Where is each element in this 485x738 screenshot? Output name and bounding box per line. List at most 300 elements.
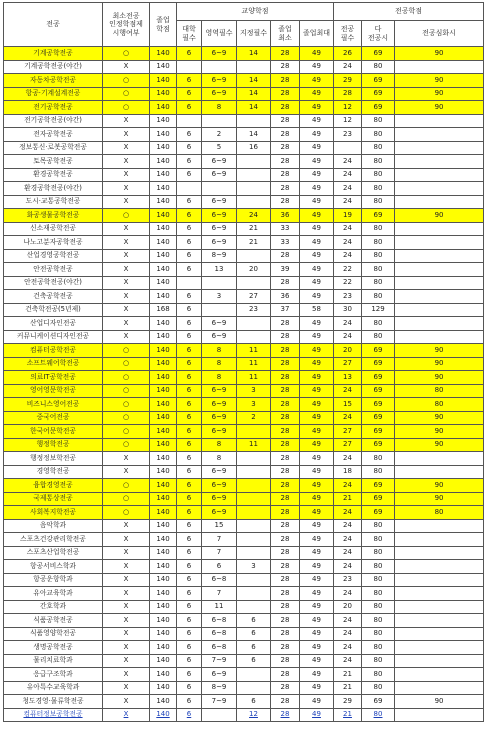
grad-min-cell: 28 xyxy=(271,330,300,344)
major-required-cell: 23 xyxy=(334,573,362,587)
univ-required-cell: 6 xyxy=(177,465,202,479)
grad-max-cell: 49 xyxy=(300,276,334,290)
major-required-cell: 27 xyxy=(334,438,362,452)
grad-min-cell[interactable]: 28 xyxy=(271,708,300,722)
major-name-cell: 식품영양학전공 xyxy=(4,627,103,641)
table-row xyxy=(4,371,484,385)
univ-required-cell: 6 xyxy=(177,614,202,628)
grad-credit-cell: 140 xyxy=(150,506,177,520)
designated-required-cell xyxy=(237,546,271,560)
major-name-cell: 항공·기계설계전공 xyxy=(4,87,103,101)
table-row xyxy=(4,627,484,641)
area-required-cell: 6~9 xyxy=(202,411,237,425)
grad-credit-cell: 140 xyxy=(150,263,177,277)
multi-major-cell: 69 xyxy=(362,384,395,398)
major-name-cell: 국제통상전공 xyxy=(4,492,103,506)
min-credit-cell: X xyxy=(103,681,150,695)
grad-max-cell: 49 xyxy=(300,438,334,452)
min-credit-cell: ○ xyxy=(103,398,150,412)
designated-required-cell xyxy=(237,330,271,344)
deep-major-cell xyxy=(395,587,484,601)
min-credit-cell: X xyxy=(103,600,150,614)
min-credit-cell: ○ xyxy=(103,492,150,506)
multi-major-cell: 129 xyxy=(362,303,395,317)
min-credit-cell: X xyxy=(103,303,150,317)
designated-required-cell: 14 xyxy=(237,74,271,88)
grad-max-cell: 49 xyxy=(300,371,334,385)
major-name-cell: 간호학과 xyxy=(4,600,103,614)
major-required-cell: 28 xyxy=(334,87,362,101)
deep-major-cell[interactable] xyxy=(395,708,484,722)
grad-min-cell: 28 xyxy=(271,74,300,88)
table-row xyxy=(4,155,484,169)
grad-max-cell: 49 xyxy=(300,398,334,412)
min-credit-cell: X xyxy=(103,317,150,331)
designated-required-cell: 14 xyxy=(237,87,271,101)
designated-required-cell xyxy=(237,195,271,209)
grad-credit-cell: 140 xyxy=(150,627,177,641)
multi-major-cell: 80 xyxy=(362,519,395,533)
univ-required-cell: 6 xyxy=(177,317,202,331)
header-grad-max: 졸업최대 xyxy=(300,21,334,47)
grad-credit-cell: 140 xyxy=(150,317,177,331)
min-credit-cell: X xyxy=(103,654,150,668)
major-required-cell[interactable]: 21 xyxy=(334,708,362,722)
major-required-cell: 23 xyxy=(334,128,362,142)
min-credit-cell: ○ xyxy=(103,506,150,520)
major-required-cell: 24 xyxy=(334,249,362,263)
deep-major-cell: 90 xyxy=(395,479,484,493)
major-required-cell: 24 xyxy=(334,384,362,398)
designated-required-cell xyxy=(237,573,271,587)
major-required-cell: 26 xyxy=(334,47,362,61)
designated-required-cell xyxy=(237,60,271,74)
table-row xyxy=(4,317,484,331)
grad-min-cell: 28 xyxy=(271,506,300,520)
grad-credit-cell: 140 xyxy=(150,681,177,695)
major-name-cell: 행정정보학전공 xyxy=(4,452,103,466)
univ-required-cell[interactable]: 6 xyxy=(177,708,202,722)
deep-major-cell xyxy=(395,533,484,547)
grad-credit-cell: 140 xyxy=(150,519,177,533)
area-required-cell: 8 xyxy=(202,438,237,452)
area-required-cell: 6~9 xyxy=(202,465,237,479)
designated-required-cell: 3 xyxy=(237,384,271,398)
area-required-cell[interactable] xyxy=(202,708,237,722)
grad-max-cell: 49 xyxy=(300,47,334,61)
area-required-cell: 6~9 xyxy=(202,317,237,331)
grad-min-cell: 28 xyxy=(271,546,300,560)
major-required-cell: 24 xyxy=(334,182,362,196)
grad-min-cell: 28 xyxy=(271,438,300,452)
credit-table xyxy=(3,2,484,722)
designated-required-cell xyxy=(237,276,271,290)
grad-min-cell: 28 xyxy=(271,600,300,614)
grad-min-cell: 28 xyxy=(271,182,300,196)
designated-required-cell: 11 xyxy=(237,357,271,371)
deep-major-cell xyxy=(395,654,484,668)
grad-max-cell: 49 xyxy=(300,236,334,250)
grad-credit-cell: 140 xyxy=(150,74,177,88)
designated-required-cell xyxy=(237,425,271,439)
grad-max-cell: 49 xyxy=(300,209,334,223)
header-deep-major: 전공심화시 xyxy=(395,21,484,47)
min-credit-cell: ○ xyxy=(103,438,150,452)
min-credit-cell: ○ xyxy=(103,479,150,493)
deep-major-cell xyxy=(395,290,484,304)
univ-required-cell: 6 xyxy=(177,560,202,574)
major-required-cell: 20 xyxy=(334,600,362,614)
designated-required-cell: 21 xyxy=(237,236,271,250)
min-credit-cell: X xyxy=(103,465,150,479)
deep-major-cell: 90 xyxy=(395,101,484,115)
univ-required-cell: 6 xyxy=(177,668,202,682)
major-name-cell: 도시·교통공학전공 xyxy=(4,195,103,209)
major-required-cell: 24 xyxy=(334,506,362,520)
multi-major-cell: 80 xyxy=(362,668,395,682)
table-row xyxy=(4,479,484,493)
deep-major-cell xyxy=(395,195,484,209)
designated-required-cell xyxy=(237,182,271,196)
major-name-cell: 스포츠건강관리학전공 xyxy=(4,533,103,547)
grad-min-cell: 36 xyxy=(271,209,300,223)
header-grad-min: 졸업 최소 xyxy=(271,21,300,47)
multi-major-cell: 80 xyxy=(362,182,395,196)
multi-major-cell: 69 xyxy=(362,438,395,452)
min-credit-cell: X xyxy=(103,587,150,601)
table-row xyxy=(4,533,484,547)
major-required-cell: 24 xyxy=(334,641,362,655)
grad-credit-cell: 140 xyxy=(150,182,177,196)
univ-required-cell: 6 xyxy=(177,141,202,155)
grad-min-cell: 28 xyxy=(271,101,300,115)
multi-major-cell: 80 xyxy=(362,290,395,304)
area-required-cell: 11 xyxy=(202,600,237,614)
table-row xyxy=(4,276,484,290)
univ-required-cell: 6 xyxy=(177,303,202,317)
grad-max-cell: 49 xyxy=(300,546,334,560)
major-required-cell: 24 xyxy=(334,236,362,250)
univ-required-cell: 6 xyxy=(177,168,202,182)
min-credit-cell: X xyxy=(103,276,150,290)
area-required-cell: 6~9 xyxy=(202,479,237,493)
designated-required-cell xyxy=(237,452,271,466)
credit-table-container xyxy=(3,2,483,722)
table-row xyxy=(4,168,484,182)
multi-major-cell: 69 xyxy=(362,479,395,493)
grad-max-cell: 49 xyxy=(300,506,334,520)
univ-required-cell: 6 xyxy=(177,600,202,614)
major-name-cell: 영어영문학전공 xyxy=(4,384,103,398)
table-row xyxy=(4,87,484,101)
grad-max-cell: 49 xyxy=(300,263,334,277)
min-credit-cell: X xyxy=(103,519,150,533)
grad-max-cell: 49 xyxy=(300,425,334,439)
major-required-cell: 24 xyxy=(334,195,362,209)
grad-credit-cell: 140 xyxy=(150,128,177,142)
major-name-cell: 토목공학전공 xyxy=(4,155,103,169)
designated-required-cell: 6 xyxy=(237,695,271,709)
major-name-cell[interactable]: 컴퓨터정보공학전공 xyxy=(4,708,103,722)
min-credit-cell: ○ xyxy=(103,411,150,425)
grad-max-cell: 49 xyxy=(300,668,334,682)
min-credit-cell: ○ xyxy=(103,47,150,61)
multi-major-cell: 69 xyxy=(362,101,395,115)
designated-required-cell[interactable]: 12 xyxy=(237,708,271,722)
header-univ-required: 대학 필수 xyxy=(177,21,202,47)
multi-major-cell: 69 xyxy=(362,344,395,358)
multi-major-cell: 69 xyxy=(362,47,395,61)
grad-credit-cell: 140 xyxy=(150,357,177,371)
table-row xyxy=(4,411,484,425)
grad-min-cell: 28 xyxy=(271,195,300,209)
major-name-cell: 안전공학전공 xyxy=(4,263,103,277)
deep-major-cell xyxy=(395,573,484,587)
designated-required-cell xyxy=(237,600,271,614)
major-name-cell: 나노고분자공학전공 xyxy=(4,236,103,250)
table-row xyxy=(4,344,484,358)
table-row xyxy=(4,182,484,196)
area-required-cell: 7 xyxy=(202,587,237,601)
multi-major-cell: 80 xyxy=(362,627,395,641)
grad-min-cell: 28 xyxy=(271,87,300,101)
univ-required-cell: 6 xyxy=(177,654,202,668)
header-multi-major: 다 전공시 xyxy=(362,21,395,47)
table-row xyxy=(4,560,484,574)
multi-major-cell: 69 xyxy=(362,506,395,520)
grad-min-cell: 28 xyxy=(271,681,300,695)
grad-max-cell: 49 xyxy=(300,533,334,547)
multi-major-cell: 69 xyxy=(362,425,395,439)
area-required-cell: 6~9 xyxy=(202,506,237,520)
min-credit-cell: ○ xyxy=(103,101,150,115)
grad-max-cell[interactable]: 49 xyxy=(300,708,334,722)
min-credit-cell: X xyxy=(103,546,150,560)
major-required-cell: 13 xyxy=(334,371,362,385)
area-required-cell xyxy=(202,60,237,74)
major-required-cell: 12 xyxy=(334,114,362,128)
designated-required-cell: 6 xyxy=(237,641,271,655)
major-required-cell: 23 xyxy=(334,290,362,304)
major-required-cell: 21 xyxy=(334,668,362,682)
table-row xyxy=(4,600,484,614)
major-name-cell: 청도경영·물류학전공 xyxy=(4,695,103,709)
major-required-cell: 29 xyxy=(334,695,362,709)
deep-major-cell: 90 xyxy=(395,411,484,425)
grad-min-cell: 28 xyxy=(271,384,300,398)
grad-max-cell: 49 xyxy=(300,168,334,182)
grad-credit-cell: 140 xyxy=(150,290,177,304)
table-row[interactable] xyxy=(4,708,484,722)
grad-credit-cell[interactable]: 140 xyxy=(150,708,177,722)
major-required-cell: 24 xyxy=(334,654,362,668)
min-credit-cell: X xyxy=(103,641,150,655)
grad-max-cell: 49 xyxy=(300,479,334,493)
multi-major-cell: 80 xyxy=(362,263,395,277)
grad-max-cell: 49 xyxy=(300,492,334,506)
min-credit-cell: X xyxy=(103,195,150,209)
deep-major-cell: 90 xyxy=(395,344,484,358)
multi-major-cell: 80 xyxy=(362,114,395,128)
deep-major-cell xyxy=(395,168,484,182)
table-row xyxy=(4,195,484,209)
grad-max-cell: 49 xyxy=(300,627,334,641)
major-name-cell: 기계공학전공 xyxy=(4,47,103,61)
grad-credit-cell: 140 xyxy=(150,438,177,452)
area-required-cell xyxy=(202,276,237,290)
grad-credit-cell: 140 xyxy=(150,560,177,574)
univ-required-cell: 6 xyxy=(177,249,202,263)
grad-credit-cell: 140 xyxy=(150,587,177,601)
grad-credit-cell: 140 xyxy=(150,101,177,115)
major-name-cell: 비즈니스영어전공 xyxy=(4,398,103,412)
univ-required-cell: 6 xyxy=(177,209,202,223)
grad-credit-cell: 140 xyxy=(150,600,177,614)
table-row xyxy=(4,384,484,398)
multi-major-cell: 69 xyxy=(362,492,395,506)
univ-required-cell: 6 xyxy=(177,681,202,695)
grad-max-cell: 49 xyxy=(300,114,334,128)
grad-credit-cell: 140 xyxy=(150,614,177,628)
major-name-cell: 경영학전공 xyxy=(4,465,103,479)
multi-major-cell: 80 xyxy=(362,600,395,614)
table-row xyxy=(4,357,484,371)
major-name-cell: 신소재공학전공 xyxy=(4,222,103,236)
designated-required-cell xyxy=(237,668,271,682)
designated-required-cell: 11 xyxy=(237,371,271,385)
multi-major-cell: 80 xyxy=(362,614,395,628)
min-credit-cell[interactable]: X xyxy=(103,708,150,722)
grad-credit-cell: 140 xyxy=(150,641,177,655)
min-credit-cell: ○ xyxy=(103,87,150,101)
table-row xyxy=(4,141,484,155)
grad-credit-cell: 140 xyxy=(150,330,177,344)
grad-max-cell: 49 xyxy=(300,357,334,371)
min-credit-cell: X xyxy=(103,128,150,142)
designated-required-cell: 14 xyxy=(237,101,271,115)
designated-required-cell xyxy=(237,519,271,533)
deep-major-cell xyxy=(395,560,484,574)
min-credit-cell: X xyxy=(103,114,150,128)
multi-major-cell: 80 xyxy=(362,560,395,574)
grad-min-cell: 33 xyxy=(271,236,300,250)
univ-required-cell: 6 xyxy=(177,74,202,88)
univ-required-cell: 6 xyxy=(177,438,202,452)
deep-major-cell: 90 xyxy=(395,47,484,61)
multi-major-cell: 80 xyxy=(362,465,395,479)
min-credit-cell: X xyxy=(103,263,150,277)
grad-credit-cell: 140 xyxy=(150,465,177,479)
table-row xyxy=(4,128,484,142)
major-name-cell: 유아교육학과 xyxy=(4,587,103,601)
grad-max-cell: 49 xyxy=(300,695,334,709)
area-required-cell: 7 xyxy=(202,546,237,560)
major-required-cell xyxy=(334,141,362,155)
table-row xyxy=(4,425,484,439)
area-required-cell: 6~9 xyxy=(202,425,237,439)
deep-major-cell xyxy=(395,546,484,560)
grad-credit-cell: 140 xyxy=(150,222,177,236)
area-required-cell: 6~9 xyxy=(202,74,237,88)
table-row xyxy=(4,465,484,479)
major-required-cell: 24 xyxy=(334,155,362,169)
univ-required-cell xyxy=(177,60,202,74)
major-required-cell: 19 xyxy=(334,209,362,223)
univ-required-cell: 6 xyxy=(177,263,202,277)
univ-required-cell xyxy=(177,276,202,290)
major-required-cell: 29 xyxy=(334,74,362,88)
area-required-cell: 7~9 xyxy=(202,695,237,709)
major-name-cell: 응급구조학과 xyxy=(4,668,103,682)
univ-required-cell xyxy=(177,182,202,196)
designated-required-cell xyxy=(237,533,271,547)
area-required-cell: 6~9 xyxy=(202,168,237,182)
deep-major-cell: 80 xyxy=(395,506,484,520)
univ-required-cell: 6 xyxy=(177,533,202,547)
deep-major-cell: 90 xyxy=(395,209,484,223)
grad-credit-cell: 140 xyxy=(150,168,177,182)
table-row xyxy=(4,438,484,452)
univ-required-cell: 6 xyxy=(177,330,202,344)
multi-major-cell[interactable]: 80 xyxy=(362,708,395,722)
major-required-cell: 21 xyxy=(334,492,362,506)
univ-required-cell: 6 xyxy=(177,411,202,425)
univ-required-cell: 6 xyxy=(177,344,202,358)
multi-major-cell: 80 xyxy=(362,546,395,560)
multi-major-cell: 80 xyxy=(362,222,395,236)
min-credit-cell: ○ xyxy=(103,371,150,385)
major-name-cell: 컴퓨터공학전공 xyxy=(4,344,103,358)
table-row xyxy=(4,330,484,344)
major-required-cell: 27 xyxy=(334,425,362,439)
table-row xyxy=(4,236,484,250)
grad-min-cell: 28 xyxy=(271,60,300,74)
grad-min-cell: 28 xyxy=(271,249,300,263)
grad-max-cell: 49 xyxy=(300,465,334,479)
table-row xyxy=(4,303,484,317)
grad-max-cell: 49 xyxy=(300,155,334,169)
area-required-cell: 6~8 xyxy=(202,573,237,587)
major-name-cell: 물리치료학과 xyxy=(4,654,103,668)
major-required-cell: 18 xyxy=(334,465,362,479)
designated-required-cell xyxy=(237,155,271,169)
min-credit-cell: X xyxy=(103,155,150,169)
grad-min-cell: 28 xyxy=(271,371,300,385)
major-name-cell: 기계공학전공(야간) xyxy=(4,60,103,74)
major-required-cell: 24 xyxy=(334,560,362,574)
multi-major-cell: 69 xyxy=(362,411,395,425)
table-row xyxy=(4,249,484,263)
grad-min-cell: 39 xyxy=(271,263,300,277)
min-credit-cell: X xyxy=(103,141,150,155)
grad-credit-cell: 140 xyxy=(150,155,177,169)
designated-required-cell xyxy=(237,492,271,506)
grad-min-cell: 28 xyxy=(271,276,300,290)
grad-max-cell: 49 xyxy=(300,519,334,533)
area-required-cell xyxy=(202,114,237,128)
univ-required-cell: 6 xyxy=(177,128,202,142)
grad-min-cell: 28 xyxy=(271,654,300,668)
designated-required-cell: 11 xyxy=(237,344,271,358)
min-credit-cell: X xyxy=(103,452,150,466)
major-name-cell: 전기공학전공(야간) xyxy=(4,114,103,128)
min-credit-cell: X xyxy=(103,249,150,263)
grad-credit-cell: 168 xyxy=(150,303,177,317)
grad-min-cell: 37 xyxy=(271,303,300,317)
table-row xyxy=(4,587,484,601)
grad-min-cell: 28 xyxy=(271,114,300,128)
major-name-cell: 자동차공학전공 xyxy=(4,74,103,88)
